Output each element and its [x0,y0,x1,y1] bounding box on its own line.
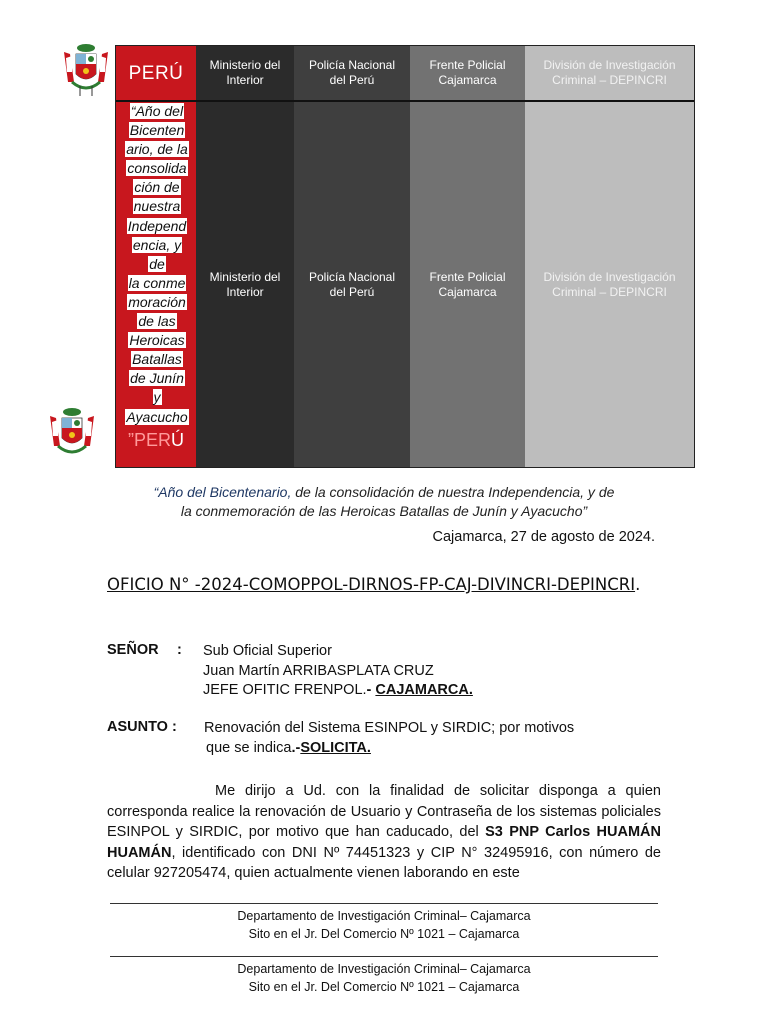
body-part2: , identificado con DNI Nº 74451323 y CIP N° 32495916, con número de celular 927205474, quien actualmente vienen laborando en este [107,844,661,881]
footer [110,903,658,943]
asunto-line1: Renovación del Sistema ESINPOL y SIRDIC; por motivos [204,720,575,736]
header-ministerio [196,46,294,100]
ministerio-cell [196,102,294,467]
frente-label: Frente Policial Cajamarca [429,58,506,87]
footer-line1: Departamento de Investigación Criminal– Cajamarca [237,909,531,923]
body-paragraph [107,781,661,884]
senor-colon: : [177,642,182,658]
motto-line: encia, y [132,236,182,253]
document-date: Cajamarca, 27 de agosto de 2024. [432,529,655,545]
oficio-title [107,574,667,596]
motto-line: Independ [127,217,187,234]
motto-line: Ayacucho [126,408,188,425]
asunto-label: ASUNTO : [107,719,177,735]
coat-of-arms-icon [44,406,100,462]
policia-label: Policía Nacional del Perú [308,269,396,299]
footer-line2: Sito en el Jr. Del Comercio Nº 1021 – Cajamarca [248,979,520,994]
body-part1: Me dirijo a Ud. con la finalidad de solicitar disponga a quien corresponda realice la renovación de Usuario y Contraseña de los sistemas policiales ESINPOL y SIRDIC, por motivo que han caducado, del [107,783,661,840]
asunto-solicita: SOLICITA. [300,739,371,756]
division-cell [525,102,694,467]
motto-line: Heroicas [129,332,185,349]
peru-label: PERÚ [128,62,184,84]
ministerio-label: Ministerio del Interior [209,58,281,87]
senor-value [203,642,473,701]
senor-line1: Sub Oficial Superior [203,643,332,659]
division-label: División de Investigación Criminal – DEPINCRI [543,269,676,299]
body-officer-name: S3 PNP Carlos HUAMÁN HUAMÁN [107,824,661,861]
footer-line2: Sito en el Jr. Del Comercio Nº 1021 – Cajamarca [248,926,520,941]
motto-line: consolida [127,160,187,177]
frente-label: Frente Policial Cajamarca [429,269,506,299]
footer [110,956,658,996]
quote-blue-part: “Año del Bicentenario, [153,484,292,500]
oficio-suffix: . [635,575,641,594]
ministerio-label: Ministerio del Interior [209,269,281,299]
motto-line: ario, de la [126,141,188,158]
header-frente [410,46,525,100]
header-division [525,46,694,100]
asunto-value [204,719,574,758]
asunto-line2-bold: .- [291,739,301,756]
motto-line: de Junín [130,370,184,387]
senor-line3-bold: - [366,682,376,698]
division-label: División de Investigación Criminal – DEPINCRI [543,58,676,87]
coat-of-arms-icon [58,42,114,98]
motto-line: Bicenten [129,122,185,139]
senor-destination: CAJAMARCA. [375,682,473,698]
senor-line3 [203,681,473,701]
motto-line: Batallas [132,351,182,368]
motto-line: y [153,389,161,406]
asunto-line2 [204,739,574,759]
policia-label: Policía Nacional del Perú [308,58,396,87]
motto-line: moración [128,293,186,310]
quote-line1: de la consolidación de nuestra Independencia, y de [291,484,615,500]
motto-line: ción de [134,179,180,196]
peru-small-label [116,430,196,451]
header-peru [116,46,196,100]
senor-line3-plain: JEFE OFITIC FRENPOL. [203,682,367,698]
policia-cell [294,102,410,467]
peru-small-suffix: Ú [171,430,184,450]
senor-line2: Juan Martín ARRIBASPLATA CRUZ [203,662,434,679]
senor-label: SEÑOR [107,642,159,658]
motto-text [119,102,195,427]
anniversary-quote [110,483,658,521]
frente-cell [410,102,525,467]
asunto-line2-plain: que se indica [206,739,292,756]
motto-line: de [149,255,165,272]
oficio-number: OFICIO N° -2024-COMOPPOL-DIRNOS-FP-CAJ-DIVINCRI-DEPINCRI [107,575,636,594]
motto-line: “Año del [130,103,184,119]
motto-line: la conme [128,274,186,291]
footer-line1: Departamento de Investigación Criminal– Cajamarca [237,962,531,976]
quote-line2: la conmemoración de las Heroicas Batallas de Junín y Ayacucho” [180,503,588,519]
peru-small-prefix: ”PER [127,430,171,450]
motto-line: nuestra [133,198,181,215]
motto-line: de las [138,313,176,330]
header-policia [294,46,410,100]
